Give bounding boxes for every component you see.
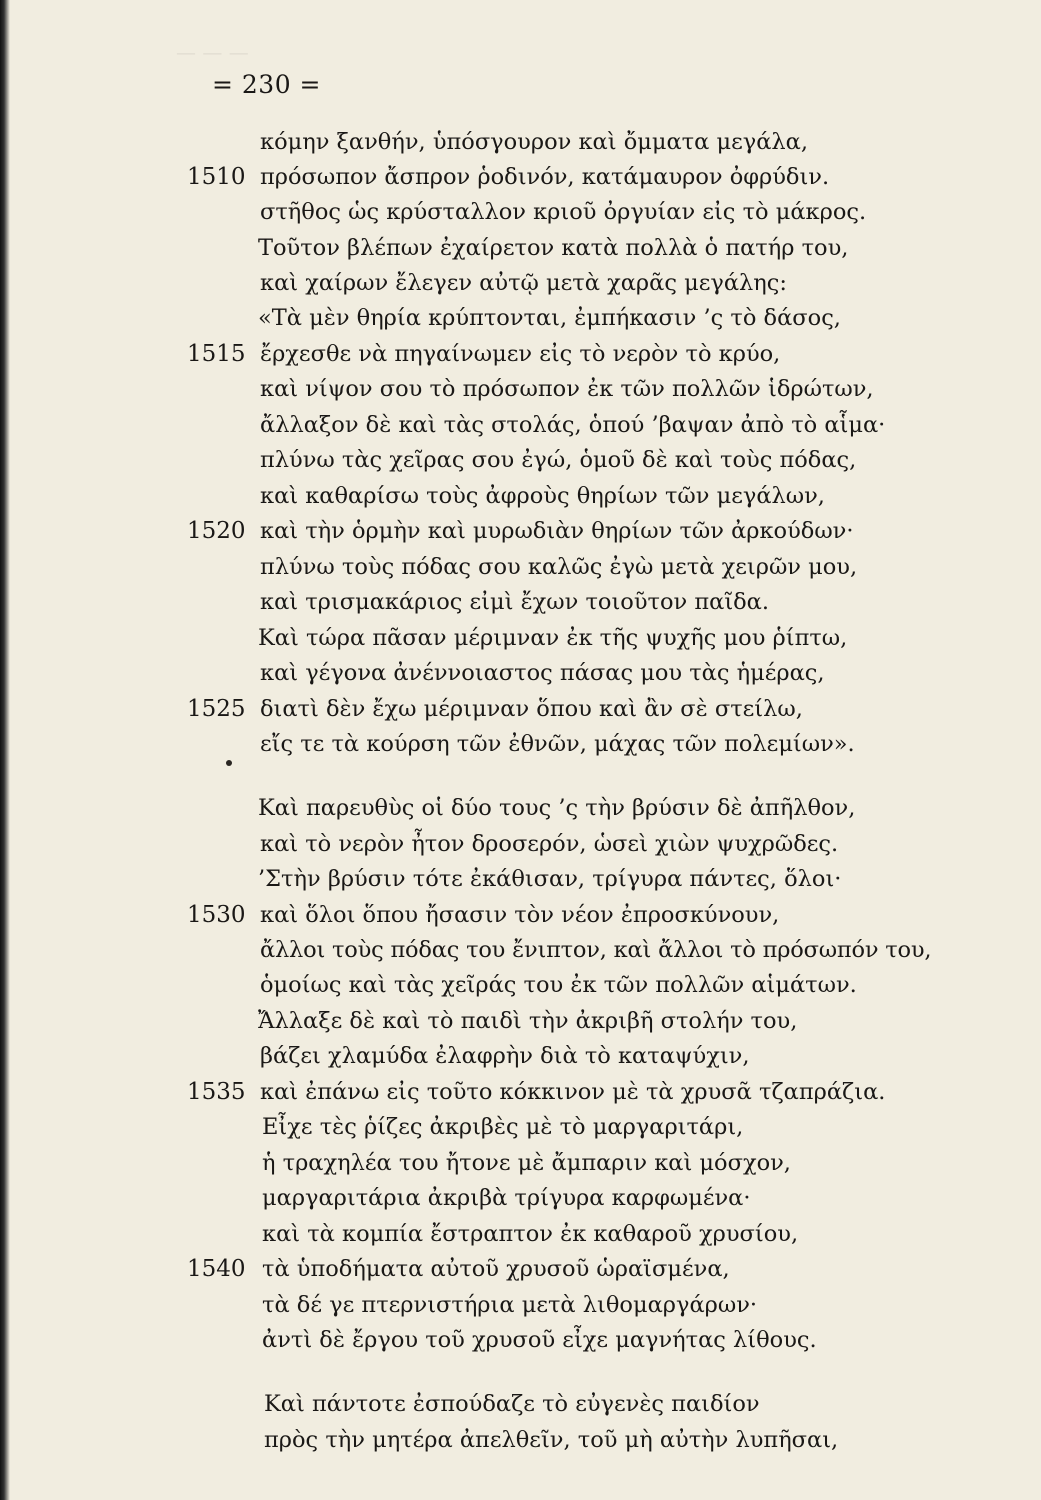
page-edge-shadow	[0, 0, 10, 1500]
verse-text: πρὸς τὴν μητέρα ἀπελθεῖν, τοῦ μὴ αὐτὴν λυπῆσαι,	[264, 1427, 839, 1453]
verse-text: ἄλλοι τοὺς πόδας του ἔνιπτον, καὶ ἄλλοι τὸ πρόσωπόν του,	[260, 937, 932, 963]
verse-text: Τοῦτον βλέπων ἐχαίρετον κατὰ πολλὰ ὁ πατήρ του,	[258, 235, 849, 261]
line-number: 1530	[187, 902, 246, 928]
line-number: 1525	[187, 696, 246, 722]
verse-text: εἴς τε τὰ κούρση τῶν ἐθνῶν, μάχας τῶν πολεμίων».	[260, 731, 855, 757]
verse-text: πρόσωπον ἄσπρον ῥοδινόν, κατάμαυρον ὀφρύδιν.	[260, 164, 830, 190]
verse-text: Ἄλλαξε δὲ καὶ τὸ παιδὶ τὴν ἀκριβῆ στολήν του,	[258, 1008, 798, 1034]
verse-text: ἡ τραχηλέα του ἤτονε μὲ ἄμπαριν καὶ μόσχον,	[262, 1150, 791, 1176]
line-number: 1515	[187, 341, 246, 367]
verse-text: καὶ χαίρων ἔλεγεν αὐτῷ μετὰ χαρᾶς μεγάλης:	[260, 270, 787, 296]
verse-text: ἄλλαξον δὲ καὶ τὰς στολάς, ὁπού ’βαψαν ἀπὸ τὸ αἷμα·	[260, 412, 886, 438]
verse-text: στῆθος ὡς κρύσταλλον κριοῦ ὀργυίαν εἰς τὸ μάκρος.	[260, 199, 867, 225]
verse-text: ’Στὴν βρύσιν τότε ἐκάθισαν, τρίγυρα πάντες, ὅλοι·	[258, 866, 842, 892]
verse-text: τὰ ὑποδήματα αὐτοῦ χρυσοῦ ὡραϊσμένα,	[262, 1256, 730, 1282]
verse-text: Καὶ πάντοτε ἐσπούδαζε τὸ εὐγενὲς παιδίον	[264, 1391, 760, 1417]
verse-text: μαργαριτάρια ἀκριβὰ τρίγυρα καρφωμένα·	[262, 1185, 751, 1211]
verse-text: καὶ τὴν ὁρμὴν καὶ μυρωδιὰν θηρίων τῶν ἀρκούδων·	[260, 518, 854, 544]
verse-text: Εἶχε τὲς ῥίζες ἀκριβὲς μὲ τὸ μαργαριτάρι,	[262, 1114, 744, 1140]
verse-text: πλύνω τοὺς πόδας σου καλῶς ἐγὼ μετὰ χειρῶν μου,	[260, 554, 858, 580]
line-number: 1510	[187, 164, 246, 190]
verse-text: ἀντὶ δὲ ἔργου τοῦ χρυσοῦ εἶχε μαγνήτας λίθους.	[262, 1327, 817, 1353]
verse-text: ἔρχεσθε νὰ πηγαίνωμεν εἰς τὸ νερὸν τὸ κρύο,	[260, 341, 781, 367]
verse-text: καὶ τὰ κομπία ἔστραπτον ἐκ καθαροῦ χρυσίου,	[262, 1221, 799, 1247]
verse-text: ὁμοίως καὶ τὰς χεῖράς του ἐκ τῶν πολλῶν αἱμάτων.	[260, 972, 857, 998]
page-number-header: = 230 =	[212, 70, 322, 99]
verse-text: Καὶ παρευθὺς οἱ δύο τους ’ς τὴν βρύσιν δὲ ἀπῆλθον,	[258, 795, 856, 821]
verse-text: κόμην ξανθήν, ὑπόσγουρον καὶ ὄμματα μεγάλα,	[260, 129, 808, 155]
verse-text: καὶ γέγονα ἀνέννοιαστος πάσας μου τὰς ἡμέρας,	[260, 660, 825, 686]
verse-text: καὶ ὅλοι ὅπου ἤσασιν τὸν νέον ἐπροσκύνουν,	[260, 902, 780, 928]
verse-text: πλύνω τὰς χεῖρας σου ἐγώ, ὁμοῦ δὲ καὶ τοὺς πόδας,	[260, 447, 857, 473]
line-number: 1540	[187, 1256, 246, 1282]
line-number: 1535	[187, 1079, 246, 1105]
verse-text: καὶ τὸ νερὸν ἦτον δροσερόν, ὡσεὶ χιὼν ψυχρῶδες.	[260, 831, 839, 857]
verse-text: καὶ καθαρίσω τοὺς ἀφροὺς θηρίων τῶν μεγάλων,	[260, 483, 825, 509]
verse-text: τὰ δέ γε πτερνιστήρια μετὰ λιθομαργάρων·	[262, 1292, 758, 1318]
verse-text: διατὶ δὲν ἔχω μέριμναν ὅπου καὶ ἂν σὲ στείλω,	[260, 696, 803, 722]
verse-text: καὶ νίψον σου τὸ πρόσωπον ἐκ τῶν πολλῶν ἱδρώτων,	[260, 376, 874, 402]
verse-text: Καὶ τώρα πᾶσαν μέριμναν ἐκ τῆς ψυχῆς μου ῥίπτω,	[258, 625, 848, 651]
verse-text: καὶ ἐπάνω εἰς τοῦτο κόκκινον μὲ τὰ χρυσᾶ τζαπράζια.	[260, 1079, 886, 1105]
verse-text: καὶ τρισμακάριος εἰμὶ ἔχων τοιοῦτον παῖδα.	[260, 589, 770, 615]
bleed-through: — — —	[176, 40, 249, 64]
verse-text: βάζει χλαμύδα ἐλαφρὴν διὰ τὸ καταψύχιν,	[260, 1043, 750, 1069]
line-number: 1520	[187, 518, 246, 544]
verse-text: «Τὰ μὲν θηρία κρύπτονται, ἐμπήκασιν ’ς τὸ δάσος,	[258, 305, 841, 331]
ink-spot	[226, 760, 232, 766]
